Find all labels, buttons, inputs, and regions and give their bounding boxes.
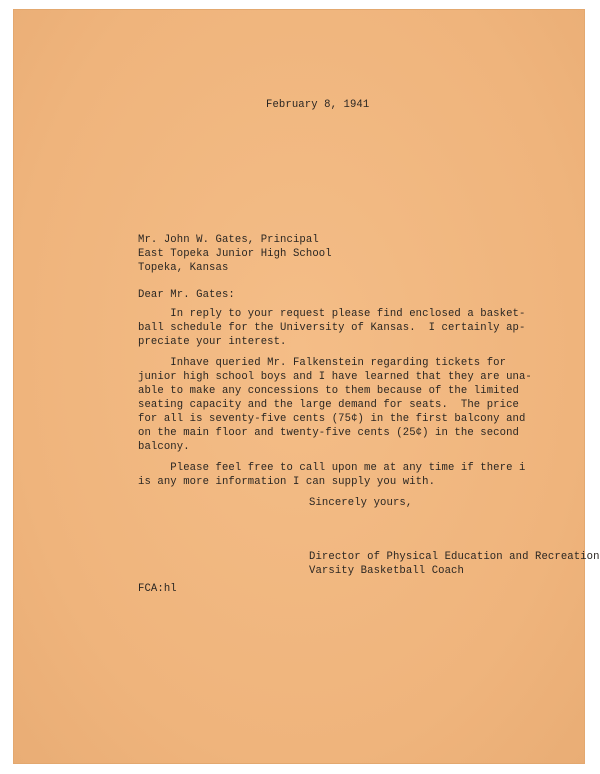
paragraph-2-line: for all is seventy-five cents (75¢) in the first balcony and bbox=[138, 413, 526, 425]
paragraph-2-line: on the main floor and twenty-five cents (25¢) in the second bbox=[138, 427, 519, 439]
signature-title-line: Director of Physical Education and Recreation bbox=[309, 551, 600, 563]
address-line-school: East Topeka Junior High School bbox=[138, 248, 332, 260]
paragraph-3-line: is any more information I can supply you with. bbox=[138, 476, 436, 488]
paragraph-2-line: junior high school boys and I have learned that they are una- bbox=[138, 371, 532, 383]
paragraph-1-line: In reply to your request please find enclosed a basket- bbox=[138, 308, 526, 320]
reference-initials: FCA:hl bbox=[138, 583, 177, 595]
paragraph-1-line: ball schedule for the University of Kansas. I certainly ap- bbox=[138, 322, 526, 334]
paragraph-2-line: able to make any concessions to them because of the limited bbox=[138, 385, 519, 397]
paragraph-3-line: Please feel free to call upon me at any time if there i bbox=[138, 462, 526, 474]
address-line-city: Topeka, Kansas bbox=[138, 262, 229, 274]
paragraph-1-line: preciate your interest. bbox=[138, 336, 287, 348]
paragraph-2-line: seating capacity and the large demand for seats. The price bbox=[138, 399, 519, 411]
signature-title-line: Varsity Basketball Coach bbox=[309, 565, 464, 577]
salutation: Dear Mr. Gates: bbox=[138, 289, 235, 301]
letter-date: February 8, 1941 bbox=[266, 99, 370, 111]
paragraph-2-line: balcony. bbox=[138, 441, 190, 453]
address-line-name: Mr. John W. Gates, Principal bbox=[138, 234, 319, 246]
closing: Sincerely yours, bbox=[309, 497, 413, 509]
letter-page bbox=[14, 10, 600, 763]
paragraph-2-line: Inhave queried Mr. Falkenstein regarding tickets for bbox=[138, 357, 507, 369]
